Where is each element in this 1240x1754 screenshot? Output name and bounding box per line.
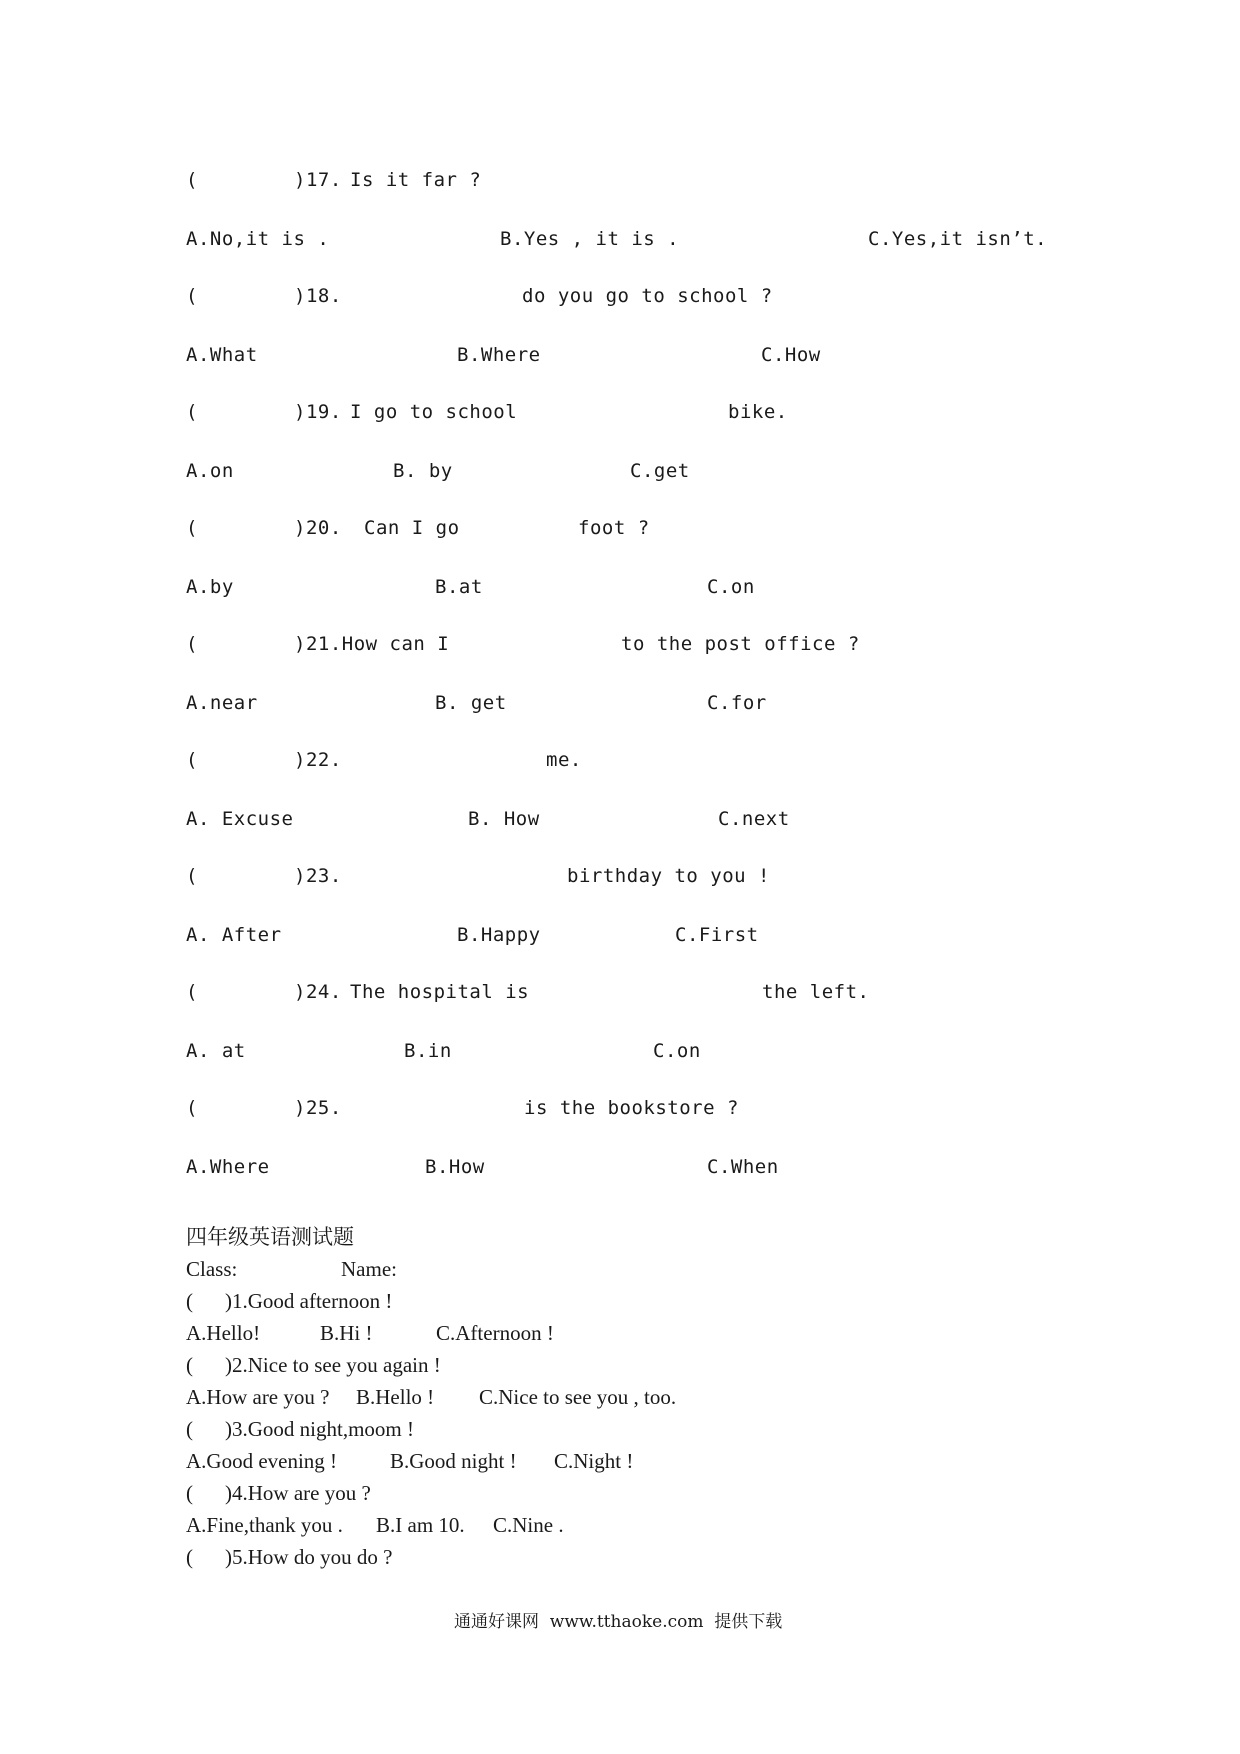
option-c: C.Nice to see you , too. <box>479 1385 677 1409</box>
option-a: A.by <box>186 576 234 598</box>
question-number: )20. <box>294 517 342 539</box>
option-a: A.What <box>186 344 258 366</box>
question-paren: ( <box>186 169 198 191</box>
option-c: C.for <box>707 692 767 714</box>
name-label: Name: <box>341 1257 397 1281</box>
option-a: A.Hello! <box>186 1321 261 1345</box>
question-stem: I go to school <box>350 401 518 423</box>
question-number: )24. <box>294 981 342 1003</box>
option-b: B. by <box>393 460 453 482</box>
option-b: B.How <box>425 1156 485 1178</box>
option-a: A.Fine,thank you . <box>186 1513 343 1537</box>
option-a: A.near <box>186 692 258 714</box>
question-paren: ( <box>186 633 198 655</box>
option-c: C.next <box>718 808 790 830</box>
option-b: B.Good night ! <box>390 1449 517 1473</box>
question-paren: ( <box>186 285 198 307</box>
question-stem-after-blank: foot ? <box>578 517 650 539</box>
question-stem-after-blank: do you go to school ? <box>522 285 773 307</box>
question-stem-after-blank: to the post office ? <box>621 633 860 655</box>
section-title: 四年级英语测试题 <box>186 1225 354 1249</box>
option-b: B.I am 10. <box>376 1513 465 1537</box>
footer-credit: 通通好课网 www.tthaoke.com 提供下载 <box>454 1612 783 1632</box>
option-b: B.Yes , it is . <box>500 228 680 250</box>
question-paren: ( <box>186 865 198 887</box>
question-paren: ( <box>186 1481 193 1505</box>
question-paren: ( <box>186 1097 198 1119</box>
option-c: C.on <box>707 576 755 598</box>
question-text: )4.How are you ? <box>225 1481 371 1505</box>
question-number: )25. <box>294 1097 342 1119</box>
option-a: A.How are you ? <box>186 1385 330 1409</box>
question-number: )18. <box>294 285 342 307</box>
question-number: )21.How can I <box>294 633 450 655</box>
option-c: C.get <box>630 460 690 482</box>
question-stem-after-blank: is the bookstore ? <box>524 1097 739 1119</box>
question-paren: ( <box>186 1417 193 1441</box>
question-paren: ( <box>186 981 198 1003</box>
question-stem-after-blank: bike. <box>728 401 788 423</box>
option-b: B.in <box>404 1040 452 1062</box>
question-paren: ( <box>186 1289 193 1313</box>
class-label: Class: <box>186 1257 238 1281</box>
question-stem-after-blank: birthday to you ! <box>567 865 770 887</box>
question-text: )5.How do you do ? <box>225 1545 393 1569</box>
option-b: B. How <box>468 808 540 830</box>
option-b: B.Hello ! <box>356 1385 435 1409</box>
question-stem: The hospital is <box>350 981 530 1003</box>
option-c: C.Night ! <box>554 1449 634 1473</box>
option-b: B. get <box>435 692 507 714</box>
question-paren: ( <box>186 1545 193 1569</box>
option-c: C.How <box>761 344 821 366</box>
option-a: A.on <box>186 460 234 482</box>
question-paren: ( <box>186 401 198 423</box>
question-stem: Can I go <box>364 517 460 539</box>
question-paren: ( <box>186 517 198 539</box>
question-paren: ( <box>186 749 198 771</box>
option-c: C.When <box>707 1156 779 1178</box>
question-stem-after-blank: me. <box>546 749 582 771</box>
option-b: B.Where <box>457 344 541 366</box>
question-stem-after-blank: the left. <box>762 981 870 1003</box>
option-a: A. at <box>186 1040 246 1062</box>
option-c: C.Yes,it isn’t. <box>868 228 1048 250</box>
question-number: )17. <box>294 169 342 191</box>
option-a: A.No,it is . <box>186 228 330 250</box>
question-text: )2.Nice to see you again ! <box>225 1353 441 1377</box>
option-c: C.Afternoon ! <box>436 1321 554 1345</box>
question-text: )1.Good afternoon ! <box>225 1289 393 1313</box>
option-a: A.Where <box>186 1156 270 1178</box>
question-stem: Is it far ? <box>350 169 482 191</box>
question-number: )19. <box>294 401 342 423</box>
option-b: B.Hi ! <box>320 1321 373 1345</box>
option-b: B.Happy <box>457 924 541 946</box>
question-number: )22. <box>294 749 342 771</box>
option-c: C.First <box>675 924 759 946</box>
option-c: C.Nine . <box>493 1513 564 1537</box>
question-number: )23. <box>294 865 342 887</box>
option-a: A. Excuse <box>186 808 294 830</box>
question-text: )3.Good night,moom ! <box>225 1417 414 1441</box>
option-b: B.at <box>435 576 483 598</box>
option-c: C.on <box>653 1040 701 1062</box>
option-a: A. After <box>186 924 282 946</box>
question-paren: ( <box>186 1353 193 1377</box>
option-a: A.Good evening ! <box>186 1449 338 1473</box>
